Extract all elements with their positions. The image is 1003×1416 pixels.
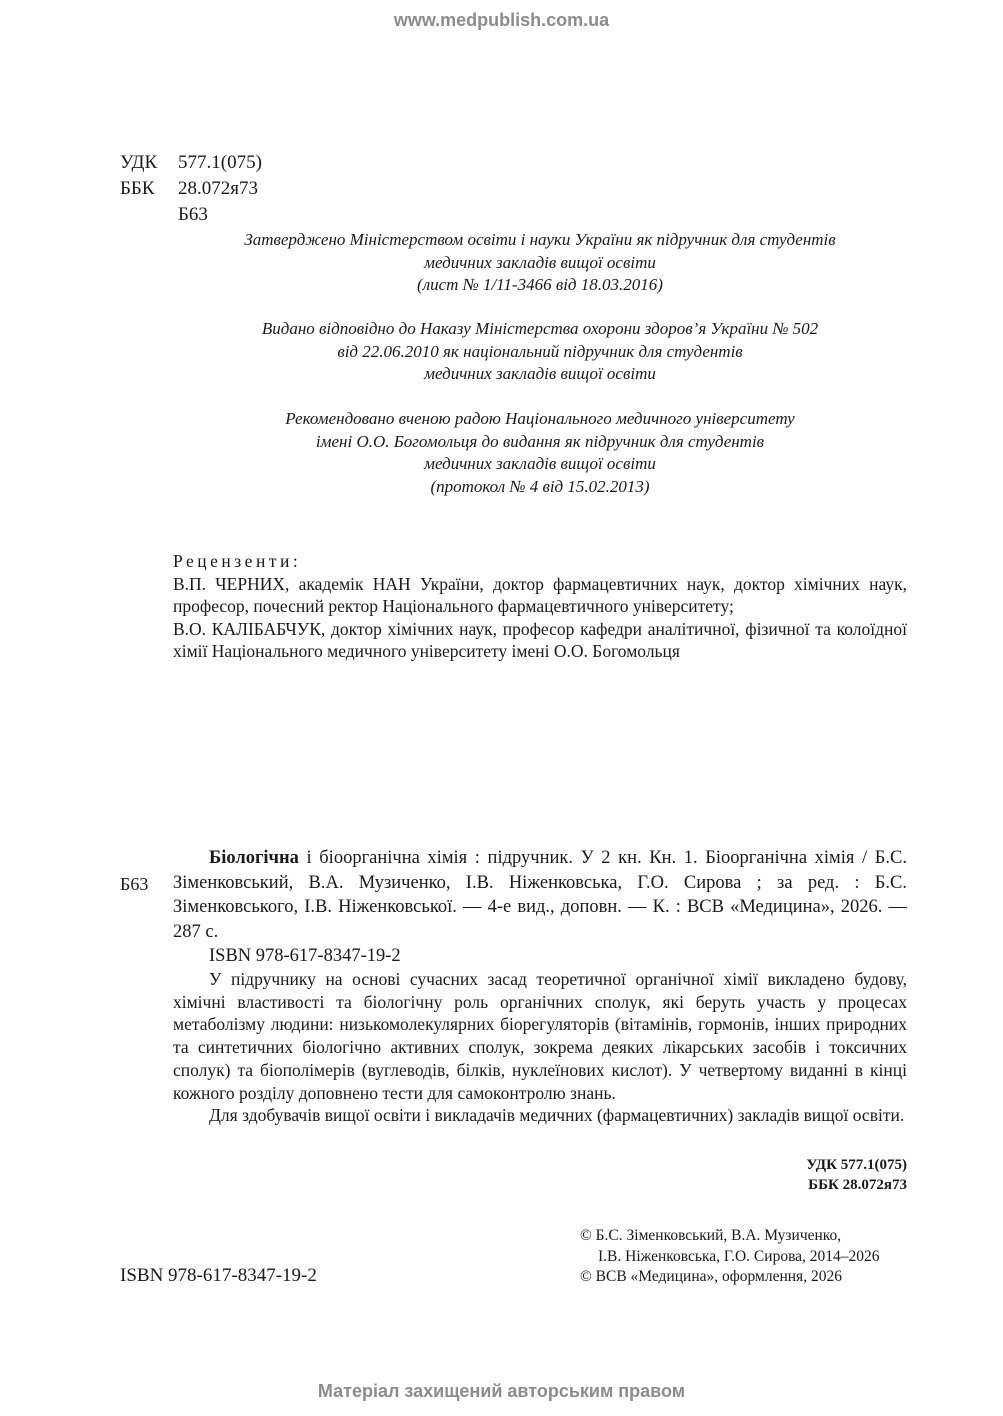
bbk-label: ББК xyxy=(120,178,155,199)
reviewers-title: Рецензенти: xyxy=(173,551,302,571)
bibliography-isbn: ISBN 978-617-8347-19-2 xyxy=(209,946,401,966)
watermark-copyright-notice: Матеріал захищений авторським правом xyxy=(317,1381,686,1401)
bibliography-title-bold: Біологічна xyxy=(209,848,299,868)
udk-label: УДК xyxy=(120,152,158,173)
bbk-code-bold: ББК 28.072я73 xyxy=(808,1177,907,1193)
annotation-paragraph: Для здобувачів вищої освіти і викладачів медичних (фармацевтичних) закладів вищої освіти. xyxy=(209,1105,905,1126)
udk-value: 577.1(075) xyxy=(178,152,262,173)
udk-row xyxy=(120,150,262,176)
bibliographic-description xyxy=(173,846,907,944)
classification-block xyxy=(120,150,262,228)
classification-codes-right xyxy=(600,1155,907,1195)
annotation-paragraph: У підручнику на основі сучасних засад теоретичної органічної хімії викладено будову, хімічні властивості та біологічну роль органічних сполук, які беруть участь у процесах метаболізму людини: низькомолекулярних біорегуляторів (вітамінів, гормонів, інших природних та синтетичних біологічно активних сполук, зокрема деяких лікарських засобів і токсичних сполук) та біополімерів (вуглеводів, білків, нуклеїнових кислот). У четвертому виданні в кінці кожного розділу доповнено тести для самоконтролю знань. xyxy=(173,969,907,1103)
copyright-publisher: © ВСВ «Медицина», оформлення, 2026 xyxy=(580,1268,842,1285)
copyright-authors: © Б.С. Зіменковський, В.А. Музиченко, xyxy=(580,1227,842,1244)
watermark-site-url: www.medpublish.com.ua xyxy=(393,10,610,30)
approval-ministry-education: Затверджено Міністерством освіти і науки України як підручник для студентів медичних закладів вищої освіти (лист № 1/11-3466 від 18.03.2016) xyxy=(244,230,836,294)
bbk-value: 28.072я73 xyxy=(178,178,258,199)
reviewer-item: В.П. ЧЕРНИХ, академік НАН України, доктор фармацевтичних наук, доктор хімічних наук, професор, почесний ректор Національного фармацевтичного університету; xyxy=(173,573,907,616)
bbk-row xyxy=(120,176,262,202)
bibliography-text: і біоорганічна хімія : підручник. У 2 кн. Кн. 1. Біоорганічна хімія / Б.С. Зіменковський, В.А. Музиченко, І.В. Ніженковська, Г.О. Сирова ; за ред. : Б.С. Зіменковського, І.В. Ніженковської. — 4-е вид., доповн. — К. : ВСВ «Медицина», 2026. — 287 с. xyxy=(173,848,907,942)
reviewers-block xyxy=(173,550,907,663)
isbn-bottom: ISBN 978-617-8347-19-2 xyxy=(120,1265,317,1286)
annotation-block xyxy=(173,968,907,1127)
reviewer-item: В.О. КАЛІБАБЧУК, доктор хімічних наук, професор кафедри аналітичної, фізичної та колоїдної хімії Національного медичного університету імені О.О. Богомольця xyxy=(173,618,907,661)
udk-code-bold: УДК 577.1(075) xyxy=(806,1157,907,1173)
copyright-block xyxy=(580,1226,880,1288)
copyright-authors-cont: І.В. Ніженковська, Г.О. Сирова, 2014–2026 xyxy=(598,1247,880,1265)
approval-academic-council: Рекомендовано вченою радою Національного медичного університету імені О.О. Богомольця до видання як підручник для студентів медичних закладів вищої освіти (протокол № 4 від 15.02.2013) xyxy=(285,409,795,496)
author-mark-row xyxy=(120,202,262,228)
approval-ministry-health: Видано відповідно до Наказу Міністерства охорони здоров’я України № 502 від 22.06.2010 як національний підручник для студентів медичних закладів вищої освіти xyxy=(261,319,819,383)
author-mark: Б63 xyxy=(178,204,208,225)
bibliography-code: Б63 xyxy=(120,874,149,894)
bibliographic-record xyxy=(173,846,907,969)
